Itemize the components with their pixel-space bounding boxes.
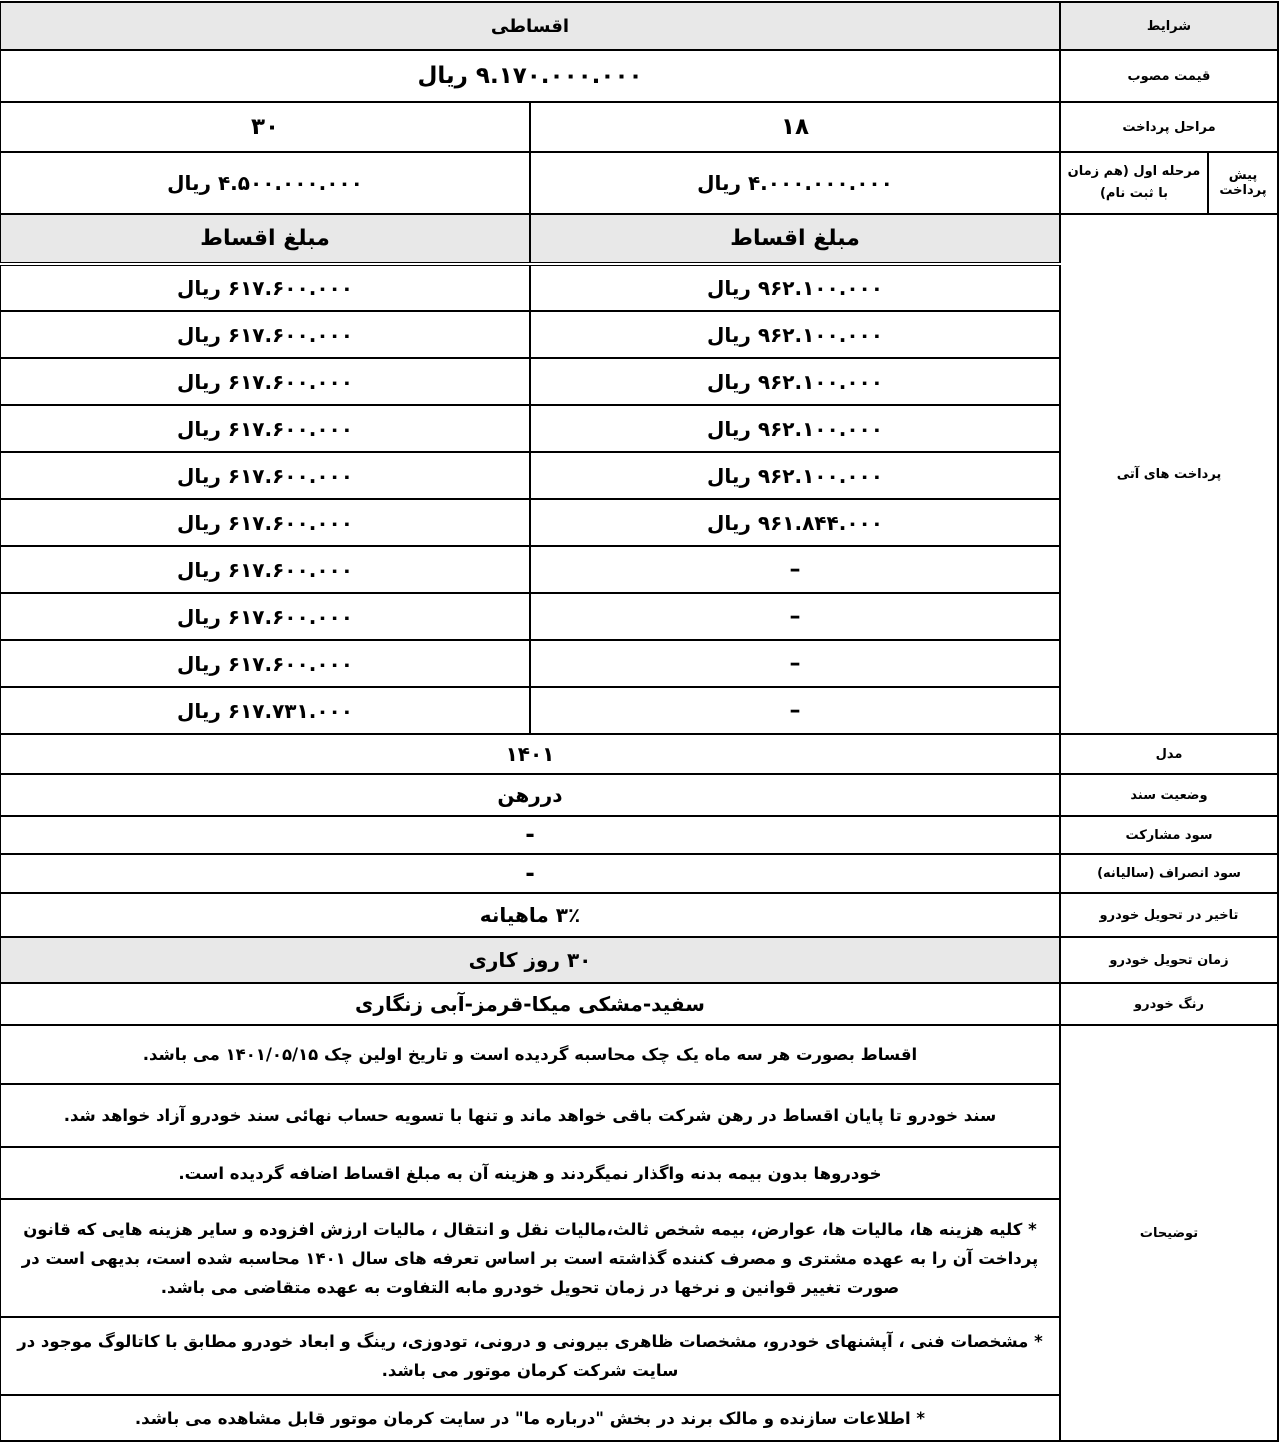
installment-plan-a: ۹۶۲.۱۰۰.۰۰۰ ریال (530, 405, 1060, 452)
car-color-label: رنگ خودرو (1060, 983, 1278, 1025)
participation-profit-row (0, 816, 1278, 854)
prepayment-plan-b: ۴.۵۰۰.۰۰۰.۰۰۰ ریال (0, 152, 530, 214)
prepayment-label: پیش پرداخت (1208, 152, 1278, 214)
participation-profit-label: سود مشارکت (1060, 816, 1278, 854)
prepayment-row (0, 152, 1278, 214)
car-color-value: سفید-مشکی میکا-قرمز-آبی زنگاری (0, 983, 1060, 1025)
price-value: ۹.۱۷۰.۰۰۰.۰۰۰ ریال (0, 50, 1060, 102)
prepayment-sublabel-text: مرحله اول (هم زمان با ثبت نام) (1067, 164, 1201, 201)
note-text: سند خودرو تا پایان اقساط در رهن شرکت باقی خواهد ماند و تنها با تسویه حساب نهائی سند خودرو آزاد خواهد شد. (0, 1084, 1060, 1147)
prepayment-sublabel (1060, 152, 1208, 214)
note-text: خودروها بدون بیمه بدنه واگذار نمیگردند و هزینه آن به مبلغ اقساط اضافه گردیده است. (0, 1147, 1060, 1199)
installment-plan-b: ۶۱۷.۶۰۰.۰۰۰ ریال (0, 311, 530, 358)
installment-plan-b: ۶۱۷.۶۰۰.۰۰۰ ریال (0, 264, 530, 311)
delivery-delay-label: تاخیر در تحویل خودرو (1060, 893, 1278, 937)
installment-plan-b: ۶۱۷.۶۰۰.۰۰۰ ریال (0, 640, 530, 687)
installment-plan-a: – (530, 546, 1060, 593)
note-text: * مشخصات فنی ، آپشنهای خودرو، مشخصات ظاهری بیرونی و درونی، تودوزی، رینگ و ابعاد خودرو مطابق با کاتالوگ موجود در سایت شرکت کرمان موتور می باشد. (0, 1317, 1060, 1395)
prepayment-plan-a: ۴.۰۰۰.۰۰۰.۰۰۰ ریال (530, 152, 1060, 214)
note-text: اقساط بصورت هر سه ماه یک چک محاسبه گردیده است و تاریخ اولین چک ۱۴۰۱/۰۵/۱۵ می باشد. (0, 1025, 1060, 1084)
model-label: مدل (1060, 734, 1278, 774)
future-payments-label: پرداخت های آتی (1060, 214, 1278, 734)
installment-plan-a: ۹۶۲.۱۰۰.۰۰۰ ریال (530, 358, 1060, 405)
conditions-table (0, 1, 1279, 1442)
delivery-delay-row (0, 893, 1278, 937)
model-row (0, 734, 1278, 774)
installment-plan-a: – (530, 593, 1060, 640)
installment-plan-b: ۶۱۷.۶۰۰.۰۰۰ ریال (0, 452, 530, 499)
delivery-time-label: زمان تحویل خودرو (1060, 937, 1278, 983)
conditions-row (0, 2, 1278, 50)
conditions-label: شرایط (1060, 2, 1278, 50)
stages-plan-a: ۱۸ (530, 102, 1060, 152)
note-text: * کلیه هزینه ها، مالیات ها، عوارض، بیمه شخص ثالث،مالیات نقل و انتقال ، مالیات ارزش افزوده و سایر هزینه هایی که قانون پرداخت آن را به عهده مشتری و مصرف کننده گذاشته است بر اساس تعرفه های سال ۱۴۰۱ محاسبه شده است، بدیهی است در صورت تغییر قوانین و نرخها در زمان تحویل خودرو مابه التفاوت به عهده متقاضی می باشد. (0, 1199, 1060, 1317)
deed-status-label: وضعیت سند (1060, 774, 1278, 816)
cancellation-profit-label: سود انصراف (سالیانه) (1060, 854, 1278, 893)
installment-header-b: مبلغ اقساط (0, 214, 530, 264)
model-value: ۱۴۰۱ (0, 734, 1060, 774)
installment-plan-b: ۶۱۷.۷۳۱.۰۰۰ ریال (0, 687, 530, 734)
installment-plan-b: ۶۱۷.۶۰۰.۰۰۰ ریال (0, 358, 530, 405)
installment-plan-a: – (530, 687, 1060, 734)
installment-header-row (0, 214, 1278, 264)
cancellation-profit-value: - (0, 854, 1060, 893)
installment-plan-b: ۶۱۷.۶۰۰.۰۰۰ ریال (0, 593, 530, 640)
deed-status-value: دررهن (0, 774, 1060, 816)
stages-row (0, 102, 1278, 152)
price-row (0, 50, 1278, 102)
installment-plan-b: ۶۱۷.۶۰۰.۰۰۰ ریال (0, 499, 530, 546)
cancellation-profit-row (0, 854, 1278, 893)
delivery-delay-value: ۳٪ ماهیانه (0, 893, 1060, 937)
note-row (0, 1025, 1278, 1084)
stages-label: مراحل پرداخت (1060, 102, 1278, 152)
price-label: قیمت مصوب (1060, 50, 1278, 102)
installment-plan-b: ۶۱۷.۶۰۰.۰۰۰ ریال (0, 546, 530, 593)
participation-profit-value: - (0, 816, 1060, 854)
installment-plan-a: – (530, 640, 1060, 687)
deed-status-row (0, 774, 1278, 816)
installment-header-a: مبلغ اقساط (530, 214, 1060, 264)
delivery-time-row (0, 937, 1278, 983)
note-text: * اطلاعات سازنده و مالک برند در بخش "درباره ما" در سایت کرمان موتور قابل مشاهده می باشد. (0, 1395, 1060, 1441)
installment-plan-a: ۹۶۲.۱۰۰.۰۰۰ ریال (530, 311, 1060, 358)
sales-conditions-sheet (0, 1, 1280, 1449)
installment-plan-a: ۹۶۱.۸۴۴.۰۰۰ ریال (530, 499, 1060, 546)
notes-label: توضیحات (1060, 1025, 1278, 1441)
car-color-row (0, 983, 1278, 1025)
conditions-value: اقساطی (0, 2, 1060, 50)
installment-plan-a: ۹۶۲.۱۰۰.۰۰۰ ریال (530, 264, 1060, 311)
installment-plan-a: ۹۶۲.۱۰۰.۰۰۰ ریال (530, 452, 1060, 499)
installment-plan-b: ۶۱۷.۶۰۰.۰۰۰ ریال (0, 405, 530, 452)
stages-plan-b: ۳۰ (0, 102, 530, 152)
delivery-time-value: ۳۰ روز کاری (0, 937, 1060, 983)
